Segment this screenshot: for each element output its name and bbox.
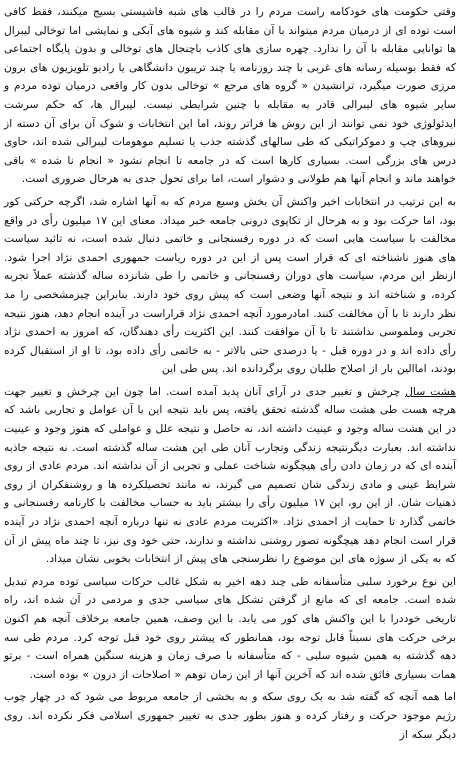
paragraph-2: به این ترتیب در انتخابات اخیر واکنش آن بخش وسیع مردم که به آنها اشاره شد، اگرچه حرکتی کور بود، اما حرکت بود و به هرحال از تکاپوی درونی جامعه خبر میداد. معنای این ۱۷ میلیون رأی در واقع مخالفت با سیاست هایی است که در دوره رفسنجانی و خاتمی دنبال شده است، نه تائید سیاست های هنوز ناشناخته ای که قرار است پس از این در دوره ریاست جمهوری احمدی نژاد اجرا شود. ازنظر این مردم، سیاست های دوران رفسنجانی و خاتمی را طی شانزده ساله گذشته عملاً تجربه کرده، و شناخته اند و نتیجه آنها وضعی است که پیش روی خود دارند. بنابراین چیزمشخصی را مد نظر دارند تا با آن مخالفت کنند. امادرمورد آنچه احمدی نژاد قراراست در آینده انجام دهد، هنوز نتیجه تجربی وملموسی نداشتند تا با آن موافقت کنند. این اکثریت رأی دهندگان، که امروز به احمدی نژاد رأی داده اند و در دوره قبل - یا درصدی حتی بالاتر - به خاتمی رأی داده بود، تا او از استقبال کرده بودند، اماالین بار از اصلاح طلبان روی برگردانده اند. پس طی این [4, 194, 456, 376]
paragraph-5: اما همه آنچه که گفته شد به یک روی سکه و به بخشی از جامعه مربوط می شود که در چهار چوب رژیم موجود حرکت و رفتار کرده و هنوز بطور جدی به تغییر جمهوری اسلامی فکر نکرده اند. روی دیگر سکه از [4, 690, 456, 741]
paragraph-1: وقتی حکومت های خودکامه راست مردم را در قالب های شبه فاشیستی بسیج میکنند، فقط کافی است توده ای از درمیان مردم میتواند با آن مقابله کند و شیوه های آبکی و نمایشی اما توخالی لیبرال ها توانایی مقابله با آن را ندارد. چهره سازی های کاذب باچنجال های توخالی و بدون پایگاه اجتماعی که فقط بوسیله رسانه های غربی با چند روزنامه یا چند تریبون دانشگاهی یا رادیو تلویزیون های برون مرزی صورت میگیرد، ترانشیدن « گروه های مرجع » توخالی بدون کار واقعی درمیان توده مردم و سایر شیوه های لیبرالی قادر به مقابله با چنین شرایطی نیست. لیبرال ها، که حکم سرشت ایدئولوژی خود نمی توانند از این روش ها فراتر روند، اما این انتخابات و شوک آن برای آن دسته از نیروهای چپ و دموکراتیکی که طی سالهای گذشته جذب یا تسلیم موهومات لیبرالی شده اند، حاوی درس های بزرگی است. بسیاری کارها است که در جامعه تا انجام نشود « انجام نا شده » باقی خواهند ماند و انجام آنها هم طولانی و دشوار است، اما برای تحول جدی به هرحال ضروری است. [4, 5, 456, 186]
underlined-phrase: هشت سال [405, 384, 456, 398]
paragraph-4: این نوع برخورد سلبی متأسفانه طی چند دهه اخیر به شکل غالب حرکات سیاسی توده مردم تبدیل شده است. جامعه ای که مانع از گرفتن تشکل های سیاسی جدی و مردمی در آن شده اند، راه تاریخی خوددرا با این واکنش های کور می یابد. با این وصف، همین جامعه برخلاف آنچه هم اکنون برخی حرکت های نسبتاً قابل توجه بود، همانطور که پیشتر روی خود قبل توجه کرد. مردم طی سه دهه گذشته به همین شیوه سلبی - که متأسفانه با صرف زمان و هزینه سنگین همراه است - برتو همات بسیاری فائق شده اند که آخرین آنها از این زمان توهم « اصلاحات از درون » بوده است. [4, 574, 456, 681]
paragraph-3: هشت سال چرخش و تغییر جدی در آرای آنان پدید آمده است. اما چون این چرخش و تغییر جهت هرچه هست طی هشت ساله گذشته تحقق یافته، پس باید نتیجه این یا آن عوامل و تجاربی باشد که در این هشت ساله وجود و عینیت داشته اند، نه حاصل و نتیجه علل و عواملی که هنوز وجود و عینیت نداشته اند. بعبارت دیگرنتیجه زندگی وتجارب آنان طی این هشت ساله گذشته است. نه نتیجه جاذبه آینده ای که در زمان دادن رأی هیچگونه شناخت عملی و تجربی از آن نداشته اند. مردم عادی از روی شرایط عینی و مادی زندگی شان تصمیم می گیرند، نه مانند تحصیلکرده ها و روشنفکران از روی ذهنیات شان. از این رو، این ۱۷ میلیون رأی را بیشتر باید به حساب مخالفت با کارنامه رفسنجانی و خاتمی گذارد تا حمایت از احمدی نژاد. «اکثریت مردم عادی نه تنها درباره آنچه احمدی نژاد در آینده قرار است انجام دهد هیچگونه تصور روشنی نداشته و ندارند، حتی خود وی نیز، تا چند ماه پیش از آن که به یکی از سوژه های این موضوع را نظرسنجی های پیش از انتخابات بخوبی نشان میداد. [4, 384, 456, 566]
